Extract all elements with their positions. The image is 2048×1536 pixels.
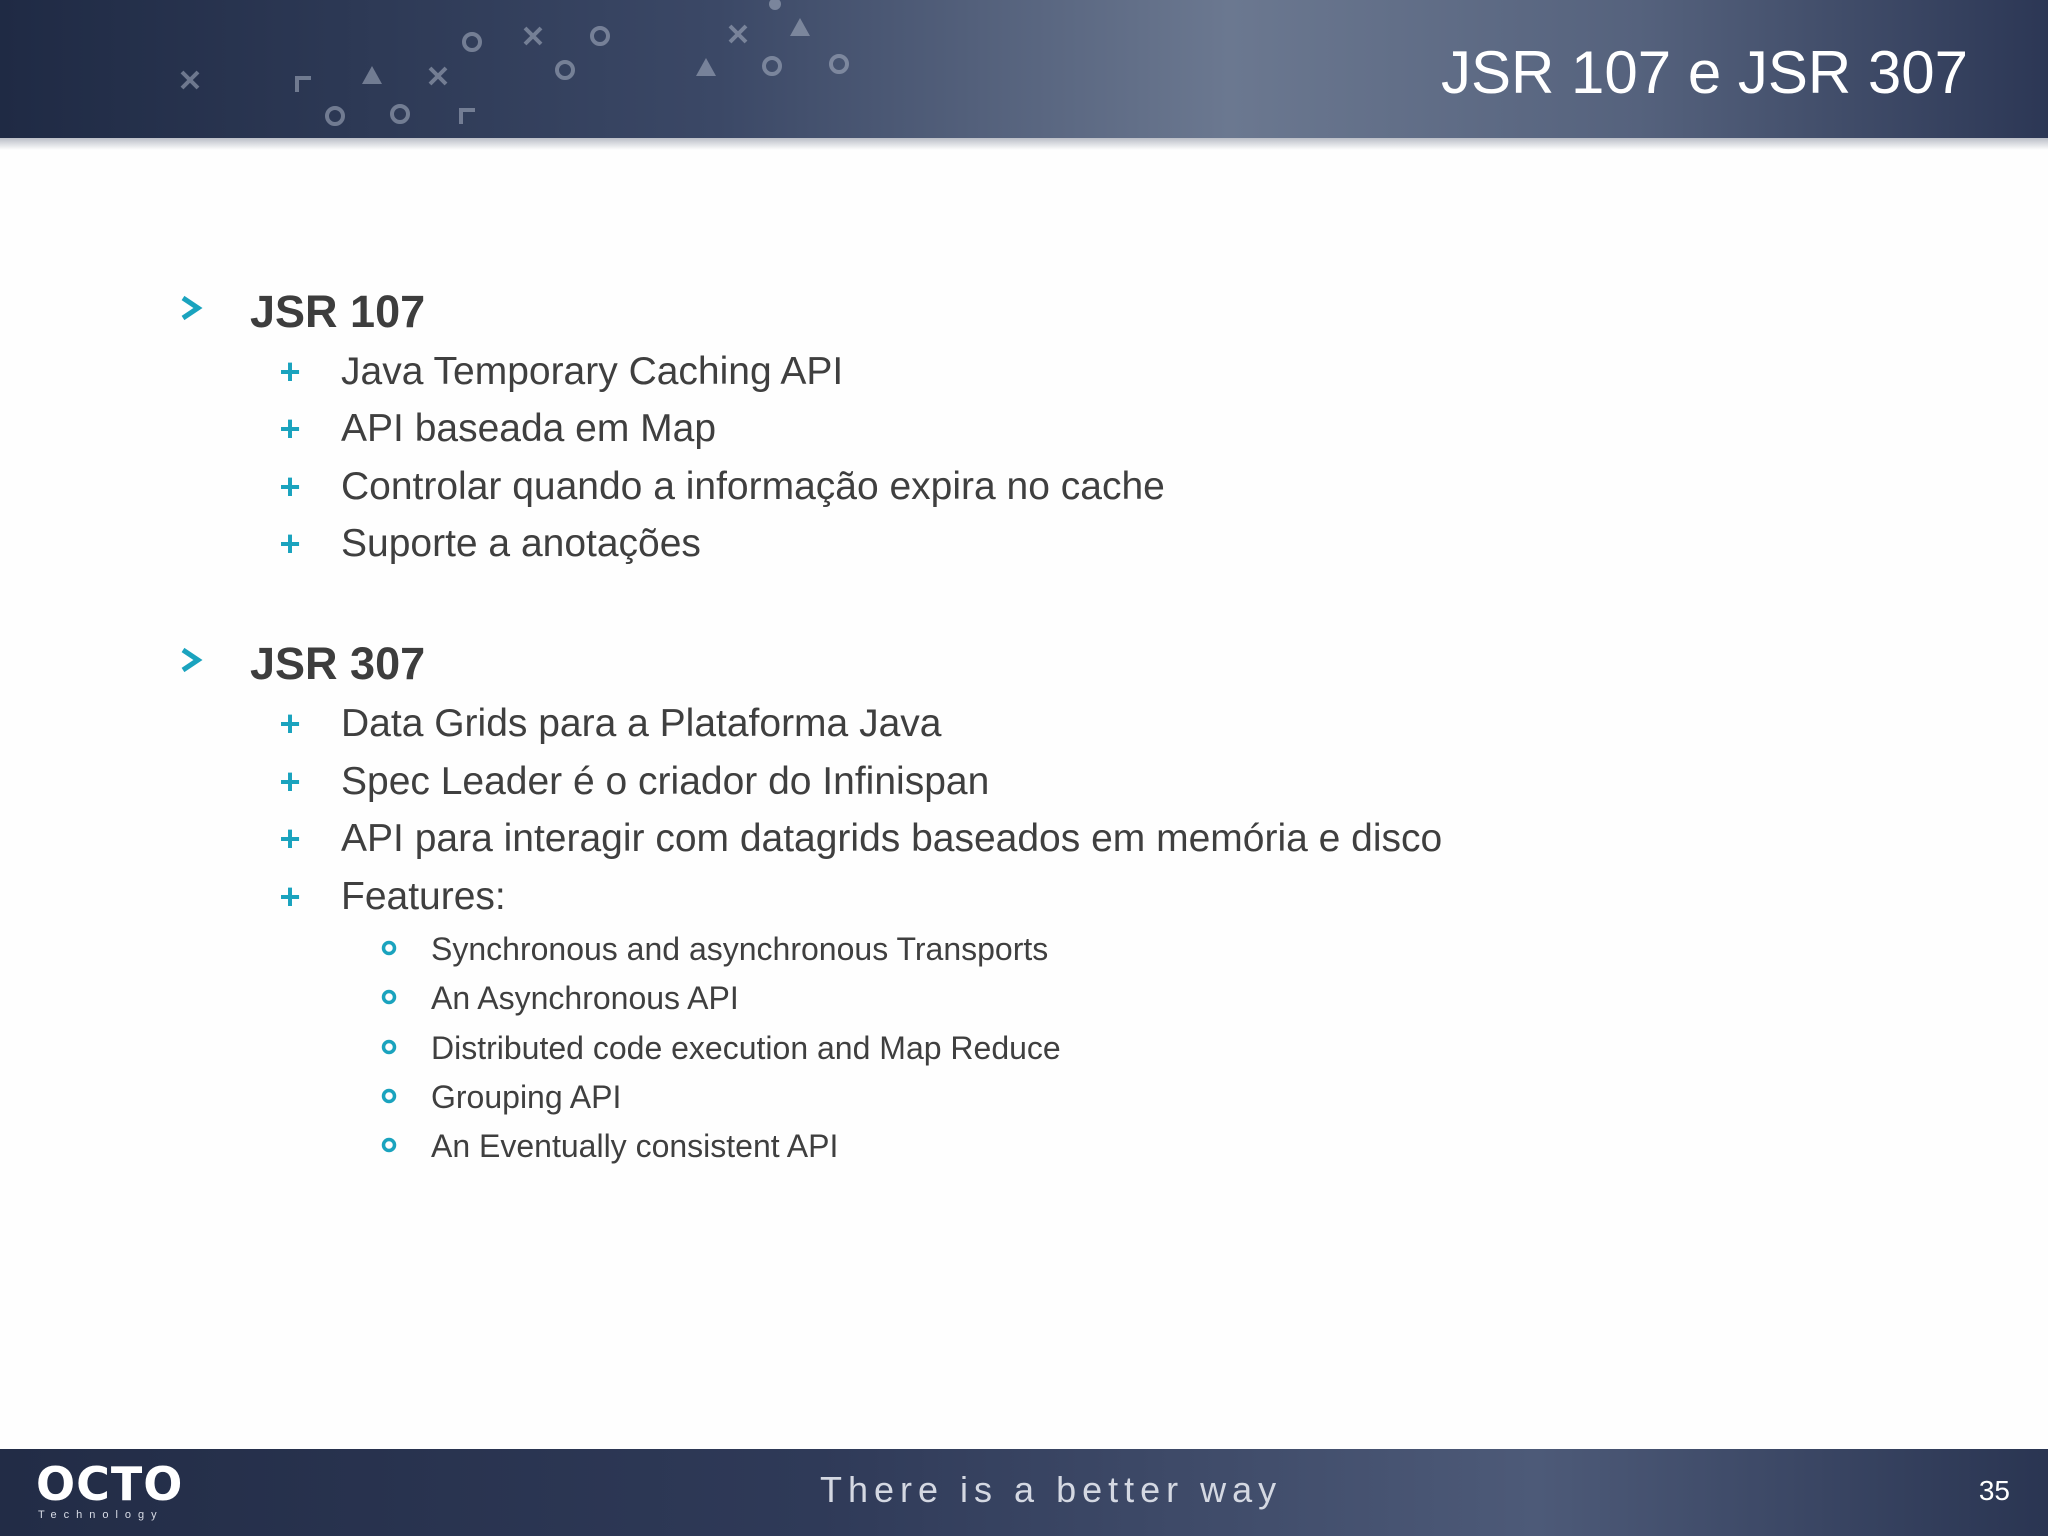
chevron-right-icon — [176, 288, 206, 328]
slide-title: JSR 107 e JSR 307 — [1441, 39, 1968, 106]
footer-tagline: There is a better way — [820, 1469, 1283, 1510]
section-heading: JSR 307 — [250, 638, 426, 689]
list-item-text: Features: — [341, 875, 506, 918]
section-heading-row — [0, 634, 1800, 694]
sub-list-item-text: An Eventually consistent API — [431, 1128, 839, 1164]
plus-icon: + — [279, 466, 301, 507]
list-item-text: Controlar quando a informação expira no cache — [341, 465, 1165, 508]
plus-icon: + — [279, 408, 301, 449]
octo-logo: OCTO — [36, 1457, 184, 1511]
sub-list-item — [0, 927, 1800, 971]
list-item-text: Java Temporary Caching API — [341, 350, 844, 393]
plus-icon: + — [279, 761, 301, 802]
list-item — [0, 756, 1800, 808]
plus-icon: + — [279, 703, 301, 744]
chevron-right-icon — [176, 640, 206, 680]
slide-footer — [0, 1449, 2048, 1536]
octo-logo-subtitle: Technology — [38, 1509, 164, 1521]
list-item-text: Spec Leader é o criador do Infinispan — [341, 760, 990, 803]
list-item — [0, 346, 1800, 398]
list-item — [0, 403, 1800, 455]
section-heading: JSR 107 — [250, 286, 426, 337]
list-item-text: API baseada em Map — [341, 407, 717, 450]
ring-bullet-icon — [381, 940, 397, 956]
ring-bullet-icon — [381, 989, 397, 1005]
list-item — [0, 813, 1800, 865]
list-item-text: Suporte a anotações — [341, 522, 701, 565]
page-number: 35 — [1978, 1475, 2010, 1506]
sub-list-item-text: Synchronous and asynchronous Transports — [431, 931, 1049, 967]
list-item — [0, 698, 1800, 750]
sub-list-item-text: Distributed code execution and Map Reduce — [431, 1030, 1061, 1066]
ring-bullet-icon — [381, 1137, 397, 1153]
plus-icon: + — [279, 876, 301, 917]
sub-list-item — [0, 976, 1800, 1020]
list-item — [0, 518, 1800, 570]
header-shadow — [0, 138, 2048, 150]
sub-list-item-text: Grouping API — [431, 1079, 622, 1115]
list-item-text: Data Grids para a Plataforma Java — [341, 702, 942, 745]
list-item — [0, 871, 1800, 923]
list-item-text: API para interagir com datagrids baseados em memória e disco — [341, 817, 1443, 860]
sub-list-item — [0, 1026, 1800, 1070]
plus-icon: + — [279, 351, 301, 392]
plus-icon: + — [279, 523, 301, 564]
list-item — [0, 461, 1800, 513]
sub-list-item — [0, 1075, 1800, 1119]
sub-list-item-text: An Asynchronous API — [431, 980, 739, 1016]
slide-header — [0, 0, 2048, 138]
ring-bullet-icon — [381, 1088, 397, 1104]
section-heading-row — [0, 282, 1800, 342]
ring-bullet-icon — [381, 1039, 397, 1055]
sub-list-item — [0, 1124, 1800, 1168]
plus-icon: + — [279, 818, 301, 859]
